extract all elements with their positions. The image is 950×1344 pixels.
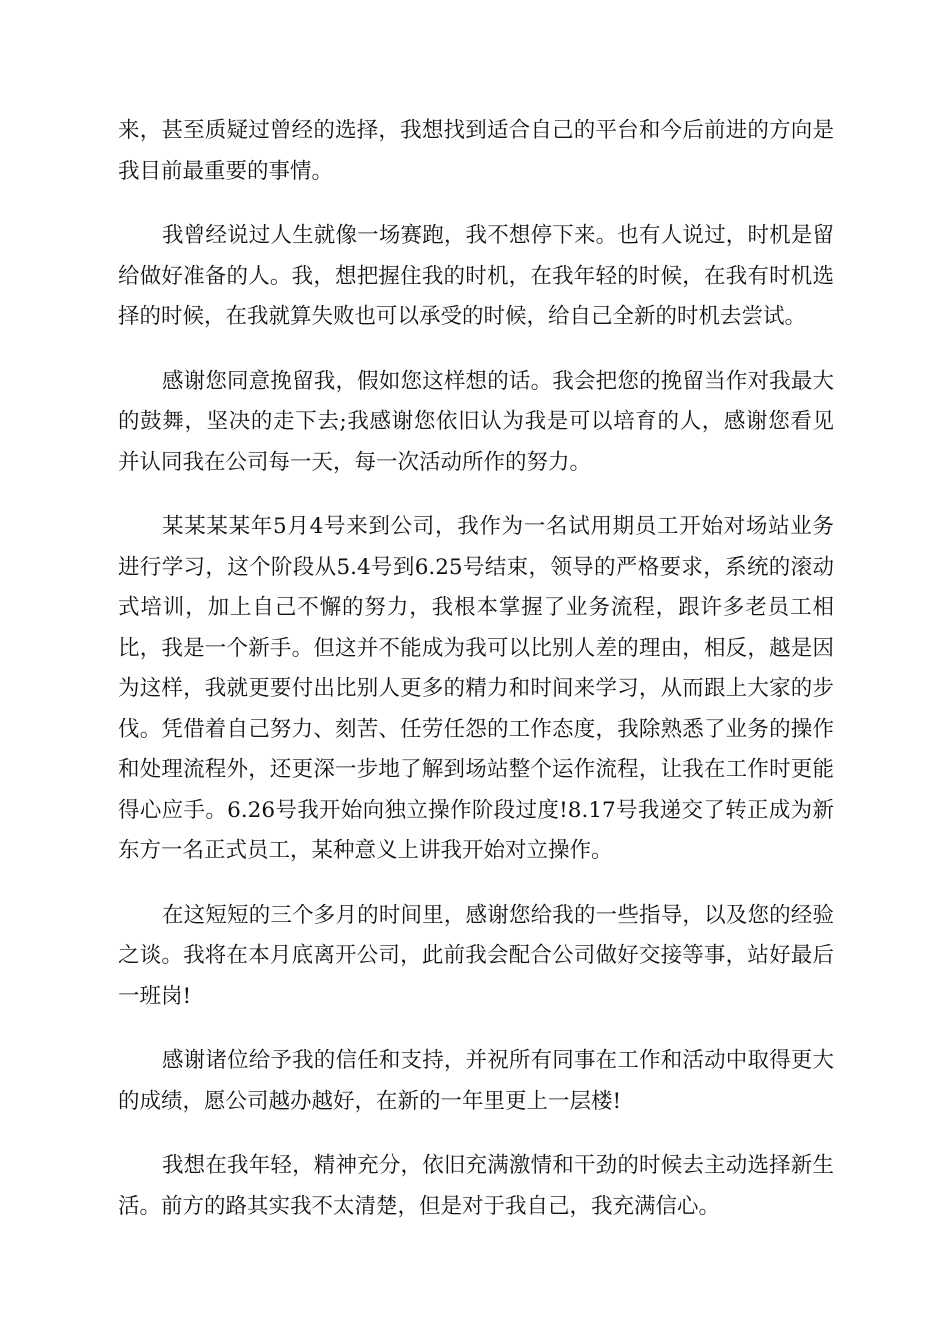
paragraph-continuation: 来，甚至质疑过曾经的选择，我想找到适合自己的平台和今后前进的方向是我目前最重要的事情。 [118, 118, 834, 184]
paragraph-good-wishes: 感谢诸位给予我的信任和支持，并祝所有同事在工作和活动中取得更大的成绩，愿公司越办越好，在新的一年里更上一层楼! [118, 1048, 834, 1114]
paragraph-thanks-retention: 感谢您同意挽留我，假如您这样想的话。我会把您的挽留当作对我最大的鼓舞，坚决的走下去;我感谢您依旧认为我是可以培育的人，感谢您看见并认同我在公司每一天，每一次活动所作的努力。 [118, 368, 834, 475]
paragraph-work-history: 某某某某年5月4号来到公司，我作为一名试用期员工开始对场站业务进行学习，这个阶段从5.4号到6.25号结束，领导的严格要求，系统的滚动式培训，加上自己不懈的努力，我根本掌握了业务流程，跟许多老员工相比，我是一个新手。但这并不能成为我可以比别人差的理由，相反，越是因为这样，我就更要付出比别人更多的精力和时间来学习，从而跟上大家的步伐。凭借着自己努力、刻苦、任劳任怨的工作态度，我除熟悉了业务的操作和处理流程外，还更深一步地了解到场站整个运作流程，让我在工作时更能得心应手。6.26号我开始向独立操作阶段过度!8.17号我递交了转正成为新东方一名正式员工，某种意义上讲我开始对立操作。 [118, 514, 834, 863]
paragraph-life-race: 我曾经说过人生就像一场赛跑，我不想停下来。也有人说过，时机是留给做好准备的人。我，想把握住我的时机，在我年轻的时候，在我有时机选择的时候，在我就算失败也可以承受的时候，给自己全新的时机去尝试。 [118, 223, 834, 329]
paragraph-leaving-notice: 在这短短的三个多月的时间里，感谢您给我的一些指导，以及您的经验之谈。我将在本月底离开公司，此前我会配合公司做好交接等事，站好最后一班岗! [118, 902, 834, 1009]
paragraph-new-life: 我想在我年轻，精神充分，依旧充满激情和干劲的时候去主动选择新生活。前方的路其实我不太清楚，但是对于我自己，我充满信心。 [118, 1153, 834, 1219]
document-body [118, 111, 834, 1251]
